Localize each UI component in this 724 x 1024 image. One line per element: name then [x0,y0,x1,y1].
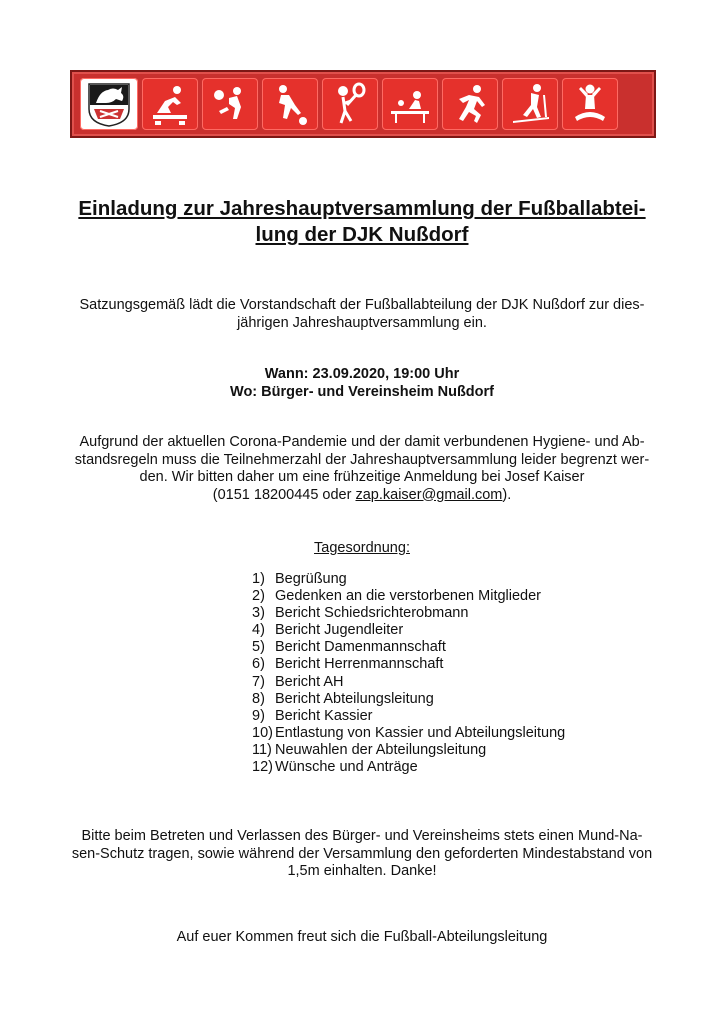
agenda-title: Tagesordnung: [314,540,410,556]
volleyball-icon [202,78,258,130]
list-item: 8) Bericht Abteilungsleitung [252,690,434,707]
gymnastics-icon [142,78,198,130]
list-item: 9) Bericht Kassier [252,707,373,724]
yoga-icon [562,78,618,130]
tennis-icon [322,78,378,130]
coat-of-arms-icon [80,78,138,130]
list-item: 2) Gedenken an die verstorbenen Mitglieder [252,588,541,605]
list-item: 12) Wünsche und Anträge [252,759,418,776]
list-item: 1) Begrüßung [252,571,347,587]
agenda-list [252,571,565,776]
intro-paragraph: Satzungsgemäß lädt die Vorstandschaft der Fußballabteilung der DJK Nußdorf zur dies- jährigen Jahreshauptversammlung ein. [79,297,645,331]
list-item: 7) Bericht AH [252,673,344,690]
list-item: 5) Bericht Damenmannschaft [252,639,446,656]
closing-line: Auf euer Kommen freut sich die Fußball-Abteilungsleitung [176,929,548,945]
skiing-icon [502,78,558,130]
meeting-date: Wann: 23.09.2020, 19:00 Uhr [264,366,460,382]
meeting-details [60,366,664,401]
list-item: 11) Neuwahlen der Abteilungsleitung [252,741,487,758]
meeting-location: Wo: Bürger- und Vereinsheim Nußdorf [230,383,494,400]
list-item: 10) Entlastung von Kassier und Abteilungsleitung [252,724,566,741]
email-link[interactable]: zap.kaiser@gmail.com [355,486,503,503]
list-item: 4) Bericht Jugendleiter [252,622,404,639]
mask-notice: Bitte beim Betreten und Verlassen des Bürger- und Vereinsheims stets einen Mund-Na- sen-Schutz tragen, sowie während der Versammlung den geforderten Mindestabstand von 1,5m einhalten. Danke! [71,828,653,879]
soccer-icon [262,78,318,130]
page-title: Einladung zur Jahreshauptversammlung der Fußballabtei- lung der DJK Nußdorf [78,197,646,246]
list-item: 3) Bericht Schiedsrichterobmann [252,605,469,622]
corona-notice: Aufgrund der aktuellen Corona-Pandemie und der damit verbundenen Hygiene- und Ab- standsregeln muss die Teilnehmerzahl der Jahreshauptversammlung leider begrenzt wer- den. Wir bitten daher um eine frühzeitige Anmeldung bei Josef Kaiser (0151 18200445 oder zap.kaiser@gmail.com). [74,434,650,503]
table-tennis-icon [382,78,438,130]
sports-banner [70,70,656,138]
running-icon [442,78,498,130]
list-item: 6) Bericht Herrenmannschaft [252,656,444,673]
